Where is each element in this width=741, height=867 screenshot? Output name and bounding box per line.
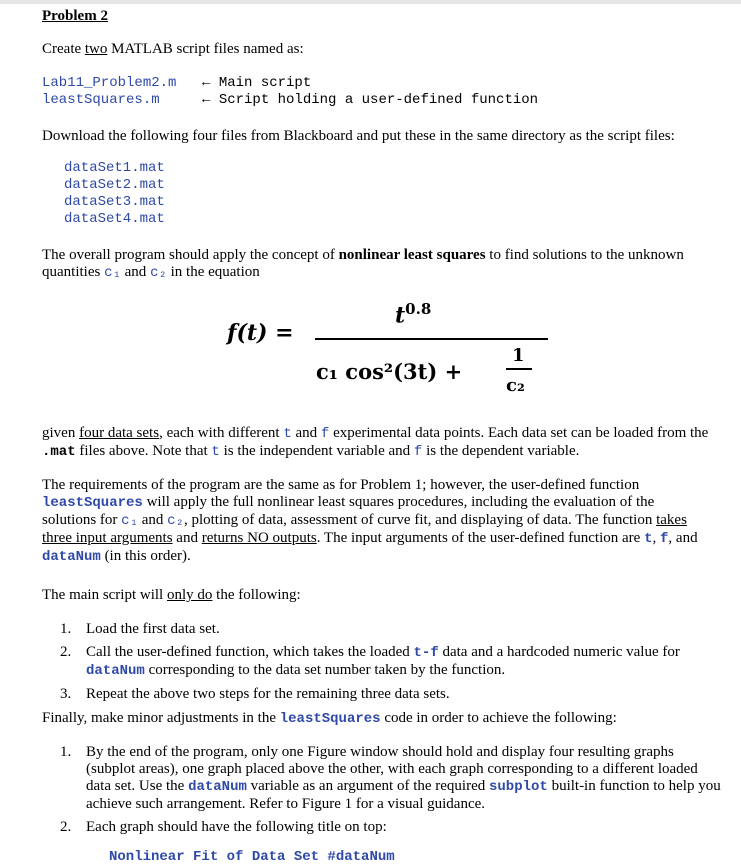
list-text: Repeat the above two steps for the remaining three data sets. — [86, 686, 450, 702]
arg-f: f — [660, 531, 669, 547]
main-script-line — [42, 587, 301, 604]
text: and — [120, 264, 151, 280]
intro-underlined: two — [84, 41, 108, 57]
underlined-text: returns NO outputs — [201, 530, 317, 546]
list-item — [60, 686, 725, 703]
text: solutions for — [42, 512, 122, 528]
download-text: Download the following four files from Blackboard and put these in the same directory as the script files: — [42, 128, 675, 144]
data-file: dataSet3.mat — [64, 194, 165, 210]
var-c1: c₁ — [121, 513, 138, 529]
intro-text-end: MATLAB script files named as: — [107, 41, 304, 57]
list-text: Load the first data set. — [86, 621, 220, 637]
file-desc — [202, 92, 538, 108]
inner-fraction-num: 1 — [512, 345, 525, 366]
equation-numerator — [395, 300, 431, 328]
text: experimental data points. Each data set can be loaded from the — [329, 425, 709, 441]
var-c2: c₂ — [150, 265, 167, 281]
text: quantities — [42, 264, 105, 280]
text: code in order to achieve the following: — [380, 710, 617, 726]
numerator-var: t — [395, 302, 406, 329]
file-row — [42, 92, 160, 108]
underlined-text: three input arguments — [42, 530, 173, 546]
text: in the equation — [166, 264, 260, 280]
code-text: dataNum — [86, 663, 145, 679]
list-number: 3. — [60, 686, 72, 702]
list-item — [60, 819, 725, 836]
data-file: dataSet1.mat — [64, 160, 165, 176]
text: The requirements of the program are the same as for Problem 1; however, the user-defined function — [42, 477, 640, 493]
text: and — [291, 425, 321, 441]
list-item — [60, 644, 725, 680]
equation-lhs: f(t) = — [227, 320, 294, 346]
given-paragraph — [42, 425, 722, 461]
inner-fraction-bar — [506, 368, 532, 370]
file-name: Lab11_Problem2.m — [42, 75, 177, 91]
underlined-text: four data sets — [79, 425, 160, 441]
bold-text: nonlinear least squares — [338, 247, 486, 263]
file-desc-text: Main script — [218, 75, 312, 91]
requirements-paragraph — [42, 477, 722, 566]
file-desc-text: Script holding a user-defined function — [218, 92, 539, 108]
list-text: Call the user-defined function, which takes the loaded — [86, 644, 414, 660]
fraction-bar — [315, 338, 548, 340]
text: The overall program should apply the concept of — [42, 247, 339, 263]
text: is the independent variable and — [219, 443, 414, 459]
equation-denominator: c₁ cos²(3t) + — [316, 359, 463, 384]
list-item — [60, 621, 725, 638]
overall-paragraph — [42, 247, 722, 282]
var-c1: c₁ — [104, 265, 121, 281]
arg-t: t — [644, 531, 653, 547]
list-text: By the end of the program, only one Figure window should hold and display four resulting graphs (subplot areas), one graph placed above the other, with each graph corresponding to a different loaded data set. Use the — [86, 744, 698, 794]
list-item — [60, 744, 725, 813]
text: , and — [668, 530, 698, 546]
code-text: leastSquares — [279, 711, 381, 727]
list-text: variable as an argument of the required — [246, 778, 489, 794]
text: the following: — [212, 587, 301, 603]
list-text: corresponding to the data set number taken by the function. — [144, 662, 506, 678]
steps-list — [60, 621, 725, 709]
left-arrow-icon: ← — [202, 92, 211, 108]
underlined-text: takes — [656, 512, 687, 528]
file-desc — [202, 75, 311, 91]
list-text: Each graph should have the following title on top: — [86, 819, 387, 835]
intro-text: Create — [42, 41, 85, 57]
text: Finally, make minor adjustments in the — [42, 710, 280, 726]
left-arrow-icon: ← — [202, 75, 211, 91]
file-name: leastSquares.m — [42, 92, 160, 108]
text: to find solutions to the unknown — [485, 247, 684, 263]
problem-title: Problem 2 — [42, 8, 108, 24]
numerator-exponent: 0.8 — [405, 300, 432, 318]
final-list — [60, 744, 725, 842]
text: files above. Note that — [75, 443, 212, 459]
inner-fraction-den: c₂ — [506, 375, 525, 396]
mat-ext: .mat — [42, 444, 76, 460]
top-border — [0, 0, 741, 4]
text: given — [42, 425, 80, 441]
text: and — [172, 530, 202, 546]
data-file: dataSet4.mat — [64, 211, 165, 227]
title-example: Nonlinear Fit of Data Set #dataNum — [109, 849, 395, 865]
list-text: data and a hardcoded numeric value for — [438, 644, 680, 660]
list-number: 1. — [60, 744, 72, 760]
var-f: f — [413, 444, 423, 460]
text: , each with different — [159, 425, 284, 441]
text: and — [137, 512, 168, 528]
text: , plotting of data, assessment of curve fit, and displaying of data. The function — [183, 512, 657, 528]
code-text: subplot — [489, 779, 548, 795]
code-text: dataNum — [188, 779, 247, 795]
var-f: f — [320, 426, 330, 442]
underlined-text: only do — [166, 587, 213, 603]
text: , — [652, 530, 660, 546]
list-text: built-in function to help you achieve such arrangement. Refer to Figure 1 for a visual guidance. — [86, 778, 721, 812]
text: is the dependent variable. — [422, 443, 580, 459]
text: (in this order). — [100, 548, 191, 564]
file-row — [42, 75, 176, 91]
var-c2: c₂ — [167, 513, 184, 529]
var-t: t — [211, 444, 220, 460]
intro-line — [42, 41, 304, 58]
text: . The input arguments of the user-defined function are — [316, 530, 645, 546]
text: The main script will — [42, 587, 167, 603]
list-number: 2. — [60, 819, 72, 835]
list-number: 1. — [60, 621, 72, 637]
code-text: t-f — [413, 645, 439, 661]
var-t: t — [283, 426, 292, 442]
text: will apply the full nonlinear least squares procedures, including the evaluation of the — [142, 494, 655, 510]
list-number: 2. — [60, 644, 72, 660]
finally-line — [42, 710, 617, 727]
arg-datanum: dataNum — [42, 549, 101, 565]
data-file: dataSet2.mat — [64, 177, 165, 193]
function-name: leastSquares — [42, 495, 143, 511]
